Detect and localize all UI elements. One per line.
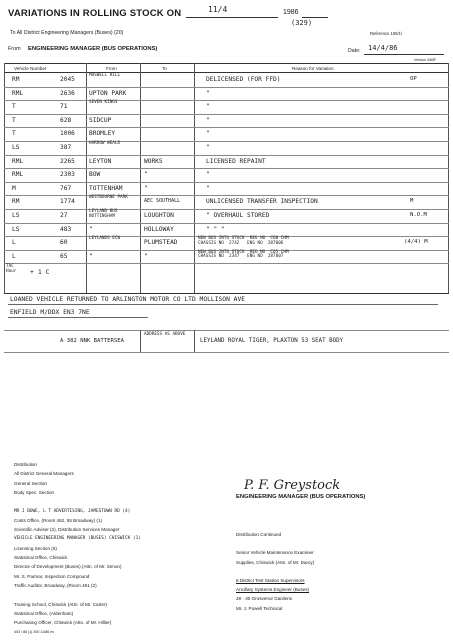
from-garage: SIDCUP [89, 116, 112, 124]
notes-top-border [4, 293, 449, 294]
row-divider [4, 168, 449, 169]
distribution-item: Costs Office, (Room 462, 55 Broadway) (1) [14, 517, 102, 523]
variation-reason: " [206, 171, 210, 179]
vehicle-number: 71 [60, 103, 68, 111]
distribution-item: All District General Managers [14, 471, 74, 477]
variation-code: OP [410, 76, 417, 82]
loaned-underline-2 [8, 317, 148, 318]
distribution-item: Training School, Chiswick (Attn. of Mr. Carter) [14, 601, 108, 607]
vehicle-number: 2045 [60, 76, 75, 83]
year-underline [302, 17, 328, 18]
distribution-item: VEHICLE ENGINEERING MANAGER (BUSES) CHISWICK (1) [14, 536, 141, 542]
distribution-item: Scientific Adviser (2), Distribution Services Manager [14, 527, 120, 533]
distribution-item: Traffic Auditor, Broadway, (Room 461 (2) [14, 582, 97, 588]
variation-reason: NEW BUS INTO STOCK REG NO C60 CHM CHASSIS NO 2742 ENG NO 287006 [198, 236, 289, 246]
distribution-item: General Section [14, 480, 47, 486]
col-divider-from [86, 63, 87, 293]
to-garage: " [144, 171, 148, 179]
row-divider [4, 100, 449, 101]
variation-reason: " [206, 144, 210, 151]
vehicle-number: 1774 [60, 198, 75, 206]
row-divider [4, 223, 449, 224]
variation-reason: " OVERHAUL STORED [206, 212, 270, 219]
from-garage: BROMLEY [89, 130, 116, 138]
variation-reason: " [206, 130, 210, 138]
distribution-item: Statistical Office, (Aldenham) [14, 610, 74, 616]
variation-reason: " [206, 89, 210, 97]
from-garage: LEYTON [89, 157, 112, 165]
vehicle-type: RML [12, 89, 24, 97]
date-value-underline [364, 54, 444, 55]
distribution-item: Mr. S. Parmar, Inspection Compound [14, 573, 90, 579]
from-garage: TOTTENHAM [89, 184, 123, 192]
vehicle-type: RM [12, 198, 20, 206]
variation-reason: " [206, 103, 210, 111]
col-header-from: From [106, 66, 117, 71]
version-code: Version 4/85F [414, 58, 437, 62]
vehicle-number: 628 [60, 116, 72, 124]
to-garage: HOLLOWAY [144, 225, 174, 233]
variation-reason: UNLICENSED TRANSFER INSPECTION [206, 198, 318, 206]
col-header-to: To [162, 66, 167, 71]
vehicle-type: T [12, 103, 16, 111]
vehicle-type: LS [12, 212, 20, 219]
vehicle-number: 767 [60, 184, 72, 192]
distribution-item: Director of Development (Buses) (Attn. of Mr. Simon) [14, 564, 122, 570]
from-garage: HARROW WEALD [89, 141, 121, 146]
distribution-item: Statistical Office, Chiswick [14, 555, 68, 560]
loaned-line-1: LOANED VEHICLE RETURNED TO ARLINGTON MOTOR CO LTD MOLLISON AVE [10, 296, 246, 303]
from-garage: LEYLANDS ECW [89, 236, 121, 242]
distribution-item: Supplies, Chiswick (Attn. of Mr. Darcy) [236, 559, 315, 565]
variation-code: M [410, 198, 414, 205]
col-divider-to [140, 63, 141, 293]
tally-label: TAC Hour [6, 264, 17, 274]
distribution-item: Senior Vehicle Maintenance Examiner [236, 550, 314, 556]
from-garage: SEVEN KINGS [89, 100, 118, 106]
loaned-line-2: ENFIELD M/DDX EN3 7NE [10, 309, 90, 316]
vehicle-number: 483 [60, 225, 72, 233]
vehicle-type: T [12, 116, 16, 124]
sequence-number: (329) [291, 19, 313, 27]
vehicle-number: 65 [60, 252, 68, 260]
from-garage: " [89, 225, 93, 233]
distribution-item: Distribution Continued [236, 532, 282, 537]
variation-reason: " [206, 116, 210, 124]
row-divider [4, 209, 449, 210]
variation-code: N.O.M [410, 212, 427, 218]
table-right-border [448, 63, 449, 293]
year-text: 1986 [283, 9, 299, 16]
to-garage: LOUGHTON [144, 212, 174, 219]
vehicle-type: LS [12, 225, 20, 233]
date-underline [186, 17, 278, 18]
variation-reason: " [206, 184, 210, 192]
vehicle-type: LS [12, 144, 20, 151]
variation-code: (4/4) M [404, 239, 428, 246]
to-garage: AEC SOUTHALL [144, 198, 181, 205]
variation-reason: LICENSED REPAINT [206, 157, 266, 165]
to-line: To All District Engineering Managers (Buses) (20) [10, 30, 124, 36]
to-garage: WORKS [144, 157, 163, 165]
tally-value: + 1 C [30, 268, 50, 276]
bus-row-divider-2 [194, 330, 195, 352]
col-header-vehicle: Vehicle Number [14, 66, 47, 71]
date-value: 14/4/86 [368, 44, 398, 52]
reference: Reference 106/1/ [370, 31, 403, 36]
row-divider [4, 114, 449, 115]
vehicle-number: 27 [60, 212, 68, 219]
from-garage: " [89, 252, 93, 260]
bus-description: LEYLAND ROYAL TIGER, PLAXTON 53 SEAT BODY [200, 338, 344, 344]
from-garage: MUSWELL HILL [89, 73, 121, 78]
vehicle-number: 1006 [60, 130, 75, 138]
bus-entry: A 382 NNK BATTERSEA [60, 338, 124, 344]
col-header-reason: Reason for Variation [292, 66, 334, 71]
table-left-border [4, 63, 5, 293]
row-divider [4, 182, 449, 183]
table-header-border [4, 72, 449, 73]
vehicle-number: 387 [60, 144, 72, 151]
vehicle-type: L [12, 252, 16, 260]
vehicle-type: RM [12, 76, 20, 83]
from-label: From [8, 46, 21, 52]
distribution-item: Mr. J. Powell Technical [236, 605, 283, 611]
from-value: ENGINEERING MANAGER (BUS OPERATIONS) [28, 46, 158, 52]
loaned-underline-1 [8, 304, 438, 305]
vehicle-type: RML [12, 171, 24, 179]
to-garage: " [144, 252, 148, 260]
row-divider [4, 263, 449, 264]
row-divider [4, 127, 449, 128]
distribution-item: Body Spec. Section [14, 489, 55, 495]
vehicle-type: M [12, 184, 16, 192]
row-divider [4, 141, 449, 142]
signature-title: ENGINEERING MANAGER (BUS OPERATIONS) [236, 494, 366, 500]
date-handwritten: 11/4 [208, 5, 228, 14]
variation-reason: " " " [206, 225, 225, 233]
row-divider [4, 87, 449, 88]
date-label: Date: [348, 48, 361, 54]
vehicle-number: 60 [60, 239, 68, 247]
variation-reason: DELICENSED (FOR FFD) [206, 76, 281, 83]
bus-row-top [4, 330, 449, 331]
distribution-item: Distribution [14, 462, 37, 467]
vehicle-number: 2303 [60, 171, 75, 179]
distribution-item: Ancillary Systems Engineer (Buses) [236, 587, 310, 593]
table-top-border [4, 63, 449, 64]
vehicle-number: 2265 [60, 157, 75, 165]
signature: P. F. Greystock [244, 478, 341, 493]
from-garage: WESTBOURNE PARK [89, 195, 128, 201]
to-garage: PLUMSTEAD [144, 239, 178, 247]
vehicle-type: L [12, 239, 16, 247]
distribution-item: Purchasing Officer, Chiswick (Attn. of Mr. Hillier) [14, 620, 112, 626]
distribution-item: 28 - 30 Grosvenor Gardens [236, 596, 292, 602]
vehicle-type: RML [12, 157, 24, 165]
to-garage: " [144, 184, 148, 192]
from-garage: UPTON PARK [89, 89, 127, 97]
col-divider-reason [194, 63, 195, 293]
form-title: VARIATIONS IN ROLLING STOCK ON [8, 8, 182, 19]
distribution-item: 6 District Test Station Supervisors [236, 578, 305, 583]
vehicle-number: 2636 [60, 89, 75, 97]
bus-row-bottom [4, 352, 449, 353]
from-garage: LEYLAND BUS NOTTINGHAM [89, 209, 118, 219]
from-garage: BOW [89, 171, 101, 179]
distribution-item: Licensing Section (5) [14, 545, 57, 551]
bus-address: ADDRESS AS ABOVE [144, 332, 186, 337]
footer-code: 403 / 88 (1) 300 11/86 ex [14, 630, 54, 634]
vehicle-type: T [12, 130, 16, 138]
row-divider [4, 155, 449, 156]
distribution-item: MR J BOWE, L T ADVERTISING, JAMESTOWN RD (4) [14, 508, 131, 514]
variation-reason: NEW BUS INTO STOCK REG NO C65 CHM CHASSIS NO 2347 ENG NO 287007 [198, 249, 289, 260]
bus-row-divider-1 [140, 330, 141, 352]
row-divider [4, 195, 449, 196]
